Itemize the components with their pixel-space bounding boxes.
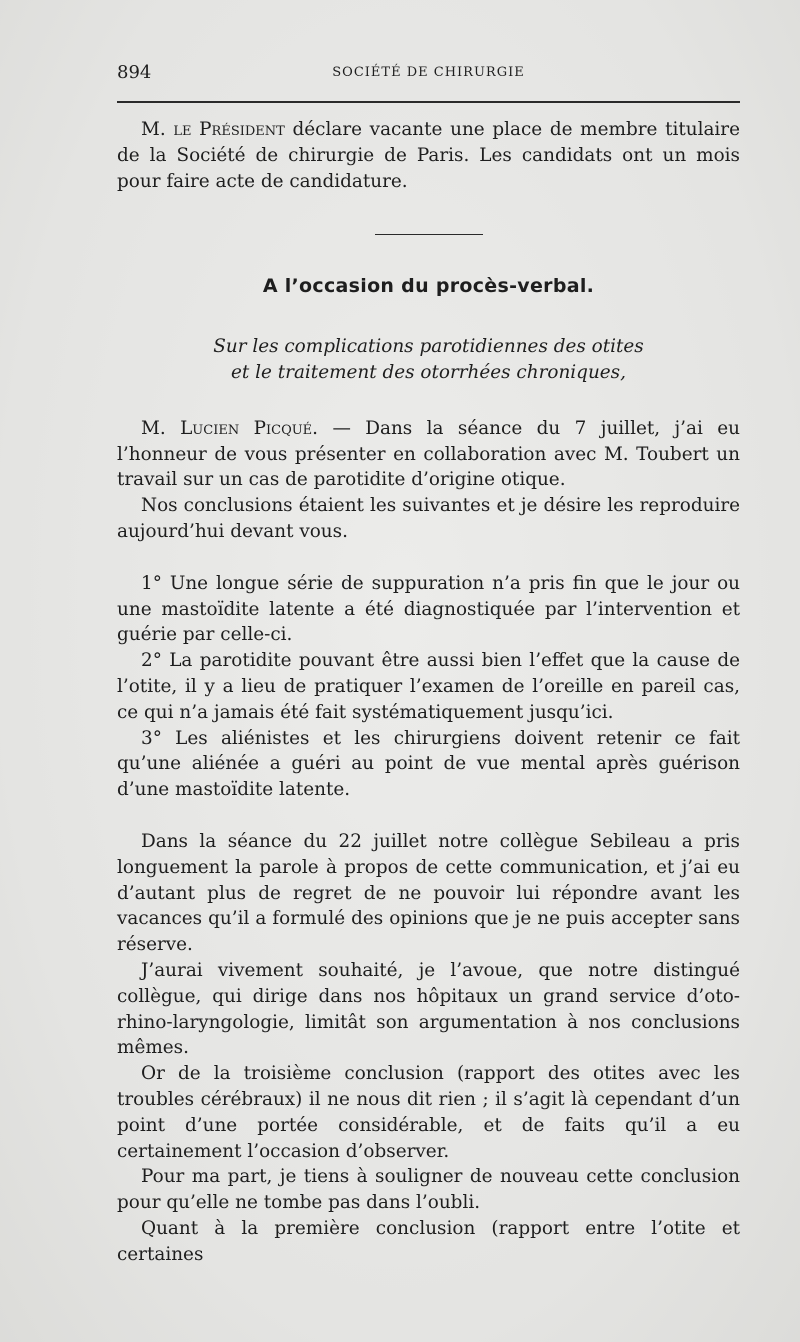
header-rule [117, 101, 740, 103]
paragraph-picque-text: — Dans la séance du 7 juillet, j’ai eu l’honneur de vous présenter en collaboration avec M. Toubert un travail sur un cas de parotidite d’origine otique. [117, 417, 741, 491]
page-body [117, 117, 740, 1267]
paragraph-conclusions-intro: Nos conclusions étaient les suivantes et je désire les reproduire aujourd’hui devant vous. [117, 495, 740, 542]
section-subtitle [117, 334, 740, 386]
spacer [117, 803, 740, 829]
paragraph-souligner: Pour ma part, je tiens à souligner de nouveau cette conclusion pour qu’elle ne tombe pas dans l’oubli. [117, 1166, 740, 1214]
subtitle-line-1: Sur les complications parotidiennes des otites [213, 336, 644, 358]
speaker-picque: M. Lucien Picqué. [141, 417, 319, 439]
section-title: A l’occasion du procès-verbal. [262, 275, 595, 298]
paragraph-troisieme: Or de la troisième conclusion (rapport des otites avec les troubles cérébraux) il ne nous dit rien ; il s’agit là cependant d’un point d’une portée considérable, et de faits qu’il a eu certainement l’occasion d’observer. [117, 1063, 740, 1162]
page-header [117, 62, 740, 84]
running-title: SOCIÉTÉ DE CHIRURGIE [332, 65, 525, 80]
paragraph-picque [117, 416, 740, 493]
conclusion-3: 3° Les aliénistes et les chirurgiens doivent retenir ce fait qu’une aliénée a guéri au point de vue mental après guérison d’une mastoïdite latente. [117, 727, 740, 801]
paragraph-president [117, 117, 740, 194]
page-number: 894 [117, 62, 152, 83]
speaker-president: M. le Président [141, 119, 285, 140]
paragraph-premiere: Quant à la première conclusion (rapport entre l’otite et certaines [117, 1217, 740, 1265]
paragraph-sebileau: Dans la séance du 22 juillet notre collègue Sebileau a pris longuement la parole à propos de cette communication, et j’ai eu d’autant plus de regret de ne pouvoir lui répondre avant les vacances qu’il a formulé des opinions que je ne puis accepter sans réserve. [117, 830, 740, 956]
subtitle-line-2: et le traitement des otorrhées chroniques, [231, 361, 626, 383]
conclusion-2: 2° La parotidite pouvant être aussi bien l’effet que la cause de l’otite, il y a lieu de pratiquer l’examen de l’oreille en pareil cas, ce qui n’a jamais été fait systématiquement jusqu’ici. [117, 650, 740, 723]
conclusion-1: 1° Une longue série de suppuration n’a pris fin que le jour ou une mastoïdite latente a été diagnostiquée par l’intervention et guérie par celle-ci. [117, 572, 740, 646]
paragraph-souhaite: J’aurai vivement souhaité, je l’avoue, que notre distingué collègue, qui dirige dans nos hôpitaux un grand service d’oto-rhino-laryngologie, limitât son argumentation à nos conclusions mêmes. [117, 959, 740, 1059]
section-divider [375, 234, 483, 235]
spacer [117, 545, 740, 571]
paragraph-president-text: déclare vacante une place de membre titulaire de la Société de chirurgie de Paris. Les candidats ont un mois pour faire acte de candidature. [117, 119, 740, 192]
